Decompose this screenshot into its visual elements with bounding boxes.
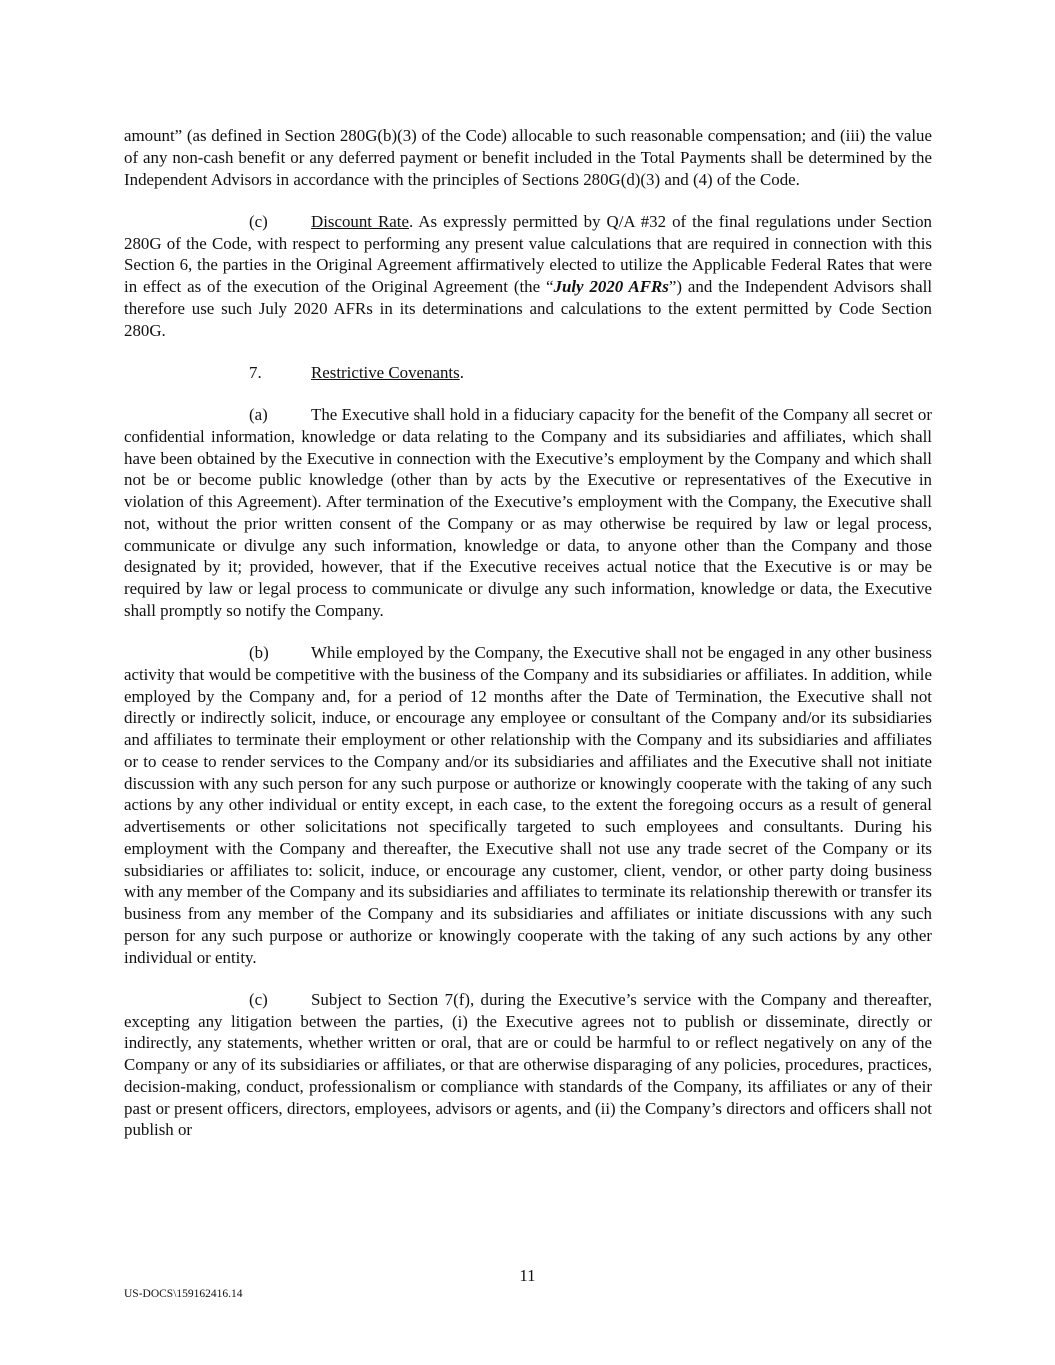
section-7b-label: (b) <box>249 643 269 662</box>
section-6c-title: Discount Rate <box>311 211 409 231</box>
section-7c-label: (c) <box>249 989 268 1009</box>
section-6c-label: (c) <box>249 211 268 231</box>
section-7b-paragraph <box>124 642 932 968</box>
page-number: 11 <box>519 1266 536 1285</box>
section-7c-text: Subject to Section 7(f), during the Executive’s service with the Company and thereafter, excepting any litigation between the parties, (i) the Executive agrees not to publish or disseminate, directly or indirectly, any statements, whether written or oral, that are or could be harmful to or reflect negatively on any of the Company or any of its subsidiaries or affiliates, or that are otherwise disparaging of any policies, procedures, practices, decision-making, conduct, professionalism or compliance with standards of the Company, its affiliates or any of their past or present officers, directors, employees, advisors or agents, and (ii) the Company’s directors and officers shall not publish or <box>124 989 932 1140</box>
section-6c-text-before: . As expressly permitted by Q/A #32 of the final regulations under Section 280G of the Code, with respect to performing any present value calculations that are required in connection with this Section 6, the parties in the Original Agreement affirmatively elected to utilize the Applicable Federal Rates that were in effect as of the execution of the Original Agreement (the “ <box>124 211 932 296</box>
section-7a-label: (a) <box>249 405 268 424</box>
section-7-heading <box>124 362 932 384</box>
defined-term-july-2020-afrs: July 2020 AFRs <box>553 277 669 296</box>
section-7a-text: The Executive shall hold in a fiduciary capacity for the benefit of the Company all secret or confidential information, knowledge or data relating to the Company and its subsidiaries and affiliates, which shall have been obtained by the Executive in connection with the Executive’s employment by the Company and which shall not be or become public knowledge (other than by acts by the Executive or representatives of the Executive in violation of this Agreement). After termination of the Executive’s employment with the Company, the Executive shall not, without the prior written consent of the Company or as may otherwise be required by law or legal process, communicate or divulge any such information, knowledge or data, to anyone other than the Company and those designated by it; provided, however, that if the Executive receives actual notice that the Executive is or may be required by law or legal process to communicate or divulge any such information, knowledge or data, the Executive shall promptly so notify the Company. <box>124 405 932 620</box>
section-6c-text-after: ”) and the Independent Advisors shall therefore use such July 2020 AFRs in its determinations and calculations to the extent permitted by Code Section 280G. <box>124 277 933 340</box>
section-7-number: 7. <box>249 362 262 382</box>
paragraph-continuation: amount” (as defined in Section 280G(b)(3) of the Code) allocable to such reasonable compensation; and (iii) the value of any non-cash benefit or any deferred payment or benefit included in the Total Payments shall be determined by the Independent Advisors in accordance with the principles of Sections 280G(d)(3) and (4) of the Code. <box>124 126 932 189</box>
section-7-title: Restrictive Covenants <box>311 362 460 382</box>
section-6c-discount-rate <box>124 211 932 342</box>
section-7b-text: While employed by the Company, the Executive shall not be engaged in any other business activity that would be competitive with the business of the Company and its subsidiaries or affiliates. In addition, while employed by the Company and, for a period of 12 months after the Date of Termination, the Executive shall not directly or indirectly solicit, induce, or encourage any employee or consultant of the Company and/or its subsidiaries and affiliates to terminate their employment or other relationship with the Company and its subsidiaries and affiliates or to cease to render services to the Company and/or its subsidiaries and affiliates and the Executive shall not initiate discussion with any such person for any such purpose or authorize or knowingly cooperate with the taking of any such actions by any other individual or entity except, in each case, to the extent the foregoing occurs as a result of general advertisements or other solicitations not specifically targeted to such employees and consultants. During his employment with the Company and thereafter, the Executive shall not use any trade secret of the Company or its subsidiaries or affiliates to: solicit, induce, or encourage any customer, client, vendor, or other party doing business with any member of the Company and its subsidiaries and affiliates to terminate its relationship therewith or transfer its business from any member of the Company and its subsidiaries and affiliates or initiate discussions with any such person for any such purpose or authorize or knowingly cooperate with the taking of any such actions by any other individual or entity. <box>124 643 932 967</box>
section-7c-paragraph <box>124 989 932 1141</box>
document-body <box>124 125 932 1162</box>
section-7a-paragraph <box>124 404 932 622</box>
section-7-title-suffix: . <box>459 362 464 382</box>
document-id: US-DOCS\159162416.14 <box>124 1288 243 1300</box>
